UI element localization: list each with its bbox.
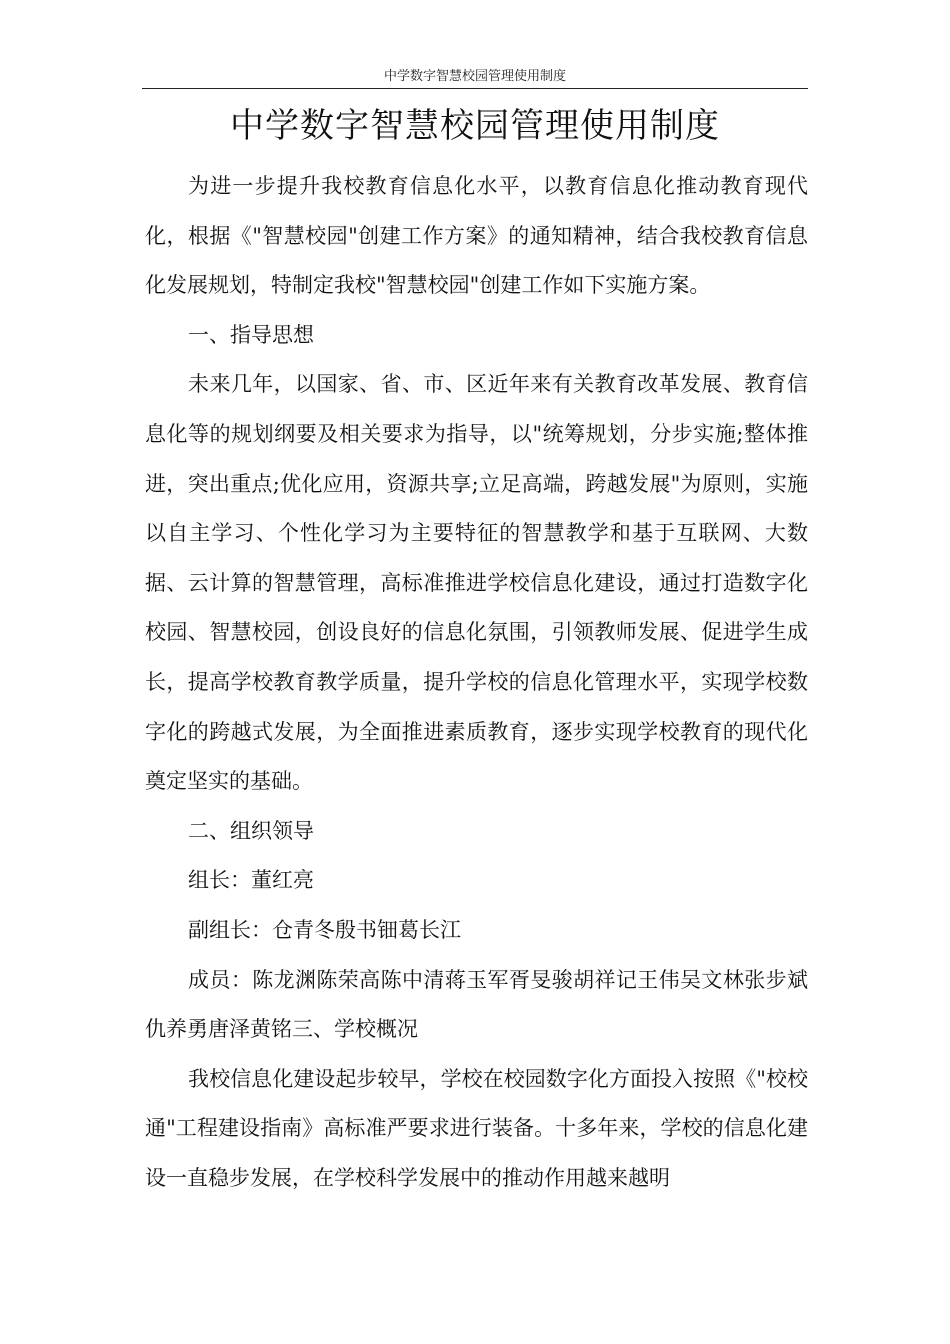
guiding-ideology-paragraph: 未来几年，以国家、省、市、区近年来有关教育改革发展、教育信息化等的规划纲要及相关要求为指导，以"统筹规划，分步实施;整体推进，突出重点;优化应用，资源共享;立足高端，跨越发展"为原则，实施以自主学习、个性化学习为主要特征的智慧教学和基于互联网、大数据、云计算的智慧管理，高标准推进学校信息化建设，通过打造数字化校园、智慧校园，创设良好的信息化氛围，引领教师发展、促进学生成长，提高学校教育教学质量，提升学校的信息化管理水平，实现学校数字化的跨越式发展，为全面推进素质教育，逐步实现学校教育的现代化奠定坚实的基础。 [145, 372, 808, 794]
document-title: 中学数字智慧校园管理使用制度 [230, 106, 720, 146]
running-header: 中学数字智慧校园管理使用制度 [383, 69, 566, 84]
document-body [145, 162, 808, 1203]
members-line: 成员：陈龙渊陈荣高陈中清蒋玉军胥旻骏胡祥记王伟吴文林张步斌仇养勇唐泽黄铭三、学校概况 [145, 967, 808, 1042]
header-rule [142, 88, 808, 89]
section-heading-guiding-ideology: 一、指导思想 [188, 322, 315, 347]
section-heading-organization: 二、组织领导 [188, 818, 315, 843]
team-leader-line: 组长：董红亮 [188, 868, 315, 893]
deputy-leader-line: 副组长：仓青冬殷书钿葛长江 [188, 917, 462, 942]
intro-paragraph: 为进一步提升我校教育信息化水平，以教育信息化推动教育现代化，根据《"智慧校园"创建工作方案》的通知精神，结合我校教育信息化发展规划，特制定我校"智慧校园"创建工作如下实施方案。 [145, 174, 808, 298]
school-overview-paragraph: 我校信息化建设起步较早，学校在校园数字化方面投入按照《"校校通"工程建设指南》高标准严要求进行装备。十多年来，学校的信息化建设一直稳步发展，在学校科学发展中的推动作用越来越明 [145, 1066, 808, 1190]
